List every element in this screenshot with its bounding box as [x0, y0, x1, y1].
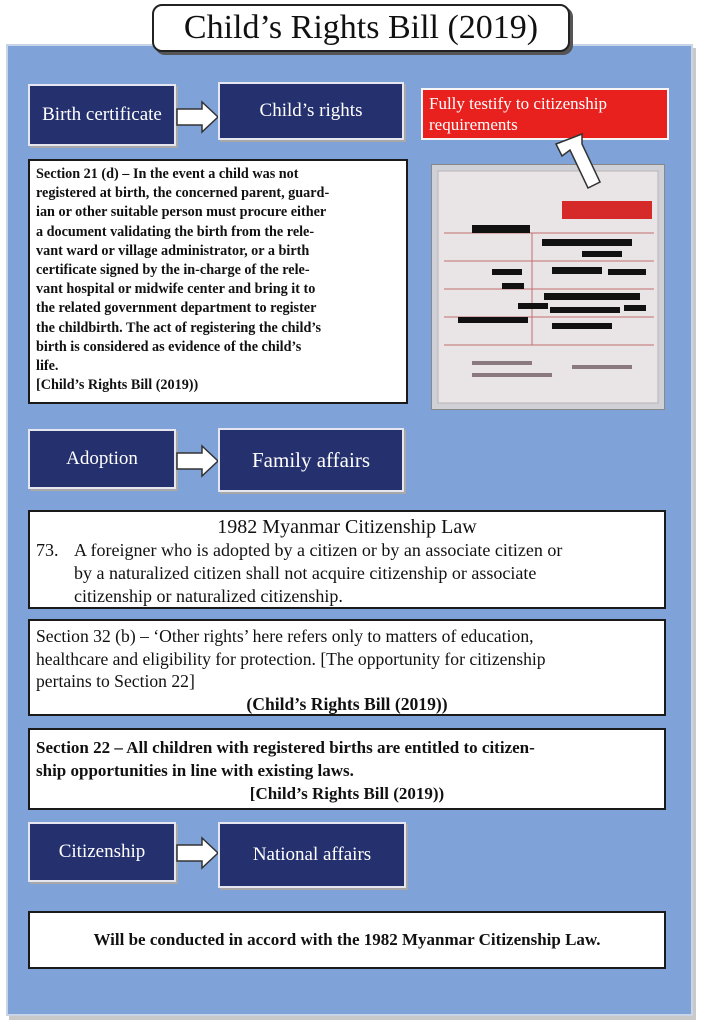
section-21-line: birth is considered as evidence of the child’s [36, 338, 302, 355]
clause-line: A foreigner who is adopted by a citizen or by an associate citizen or [74, 540, 563, 560]
arrow-right-icon [176, 100, 220, 134]
childs-rights-box: Child’s rights [218, 82, 404, 140]
section-21-line: vant hospital or midwife center and bring it to [36, 281, 316, 298]
section-22-box [28, 728, 666, 810]
arrow-up-icon [548, 132, 604, 202]
national-affairs-box: National affairs [218, 822, 406, 888]
section-21-line: registered at birth, the concerned parent, guard- [36, 185, 330, 202]
family-affairs-box: Family affairs [218, 428, 404, 492]
section-21-text [28, 159, 408, 404]
section-21-line: vant ward or village administrator, or a birth [36, 242, 310, 259]
section-21-line: the related government department to register [36, 300, 317, 317]
callout-line-1: Fully testify to citizenship [429, 94, 608, 113]
section-22-source: [Child’s Rights Bill (2019)) [249, 784, 445, 803]
adoption-box: Adoption [28, 429, 176, 489]
clause-number: 73. [36, 540, 59, 560]
arrow-right-icon [176, 444, 220, 478]
clause-line: citizenship or naturalized citizenship. [74, 586, 343, 606]
section-32-box [28, 619, 666, 716]
section-21-line: ian or other suitable person must procure either [36, 204, 327, 221]
section-21-line: life. [36, 358, 59, 375]
callout-line-2: requirements [429, 115, 518, 134]
conclusion-box: Will be conducted in accord with the 1982 Myanmar Citizenship Law. [28, 911, 666, 969]
clause-line: by a naturalized citizen shall not acquire citizenship or associate [74, 563, 537, 583]
section-21-line: Section 21 (d) – In the event a child was not [36, 166, 299, 182]
citizenship-callout [421, 88, 669, 140]
citizenship-law-box [28, 510, 666, 609]
section-32-source: (Child’s Rights Bill (2019)) [246, 693, 448, 714]
citizenship-law-heading: 1982 Myanmar Citizenship Law [217, 516, 477, 538]
birth-certificate-box: Birth certificate [28, 84, 176, 146]
section-21-line: the childbirth. The act of registering the child’s [36, 319, 322, 336]
section-21-line: certificate signed by the in-charge of the rele- [36, 262, 310, 279]
arrow-right-icon [176, 836, 220, 870]
section-22-line: Section 22 – All children with registered births are entitled to citizen- [36, 738, 535, 757]
section-21-line: a document validating the birth from the rele- [36, 223, 315, 240]
page-title: Child’s Rights Bill (2019) [152, 4, 570, 52]
section-22-line: ship opportunities in line with existing laws. [36, 761, 354, 780]
section-32-line: Section 32 (b) – ‘Other rights’ here refers only to matters of education, [36, 626, 534, 646]
section-21-source: [Child’s Rights Bill (2019)) [36, 377, 199, 394]
section-32-line: pertains to Section 22] [36, 671, 195, 691]
citizenship-box: Citizenship [28, 822, 176, 882]
citizenship-law-clause [36, 539, 658, 608]
section-32-line: healthcare and eligibility for protection. [The opportunity for citizenship [36, 648, 546, 669]
